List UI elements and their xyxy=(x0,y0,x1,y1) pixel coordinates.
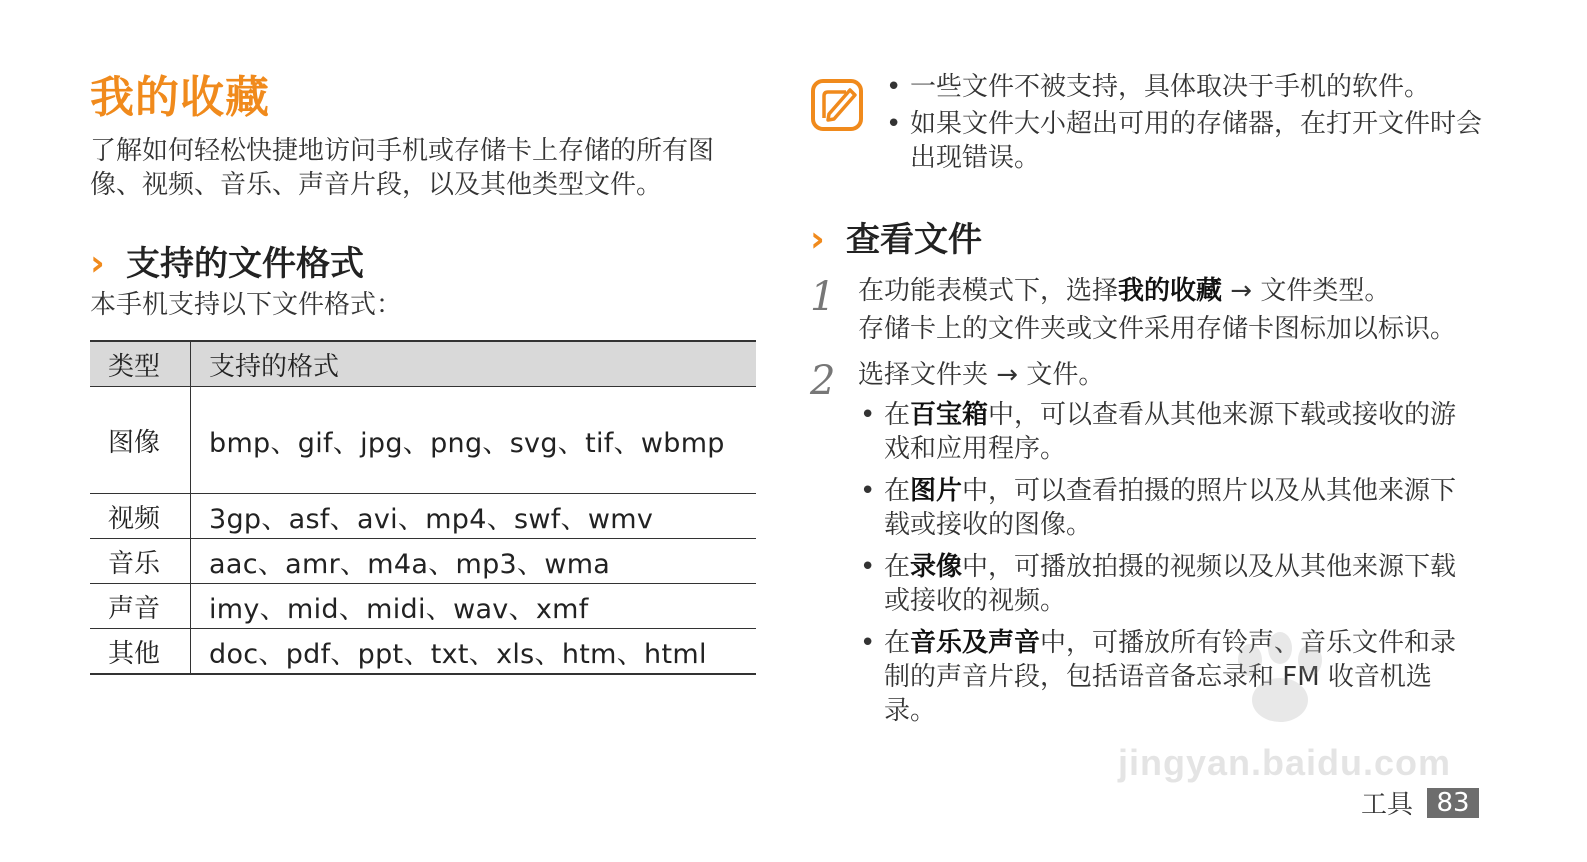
bullet-bold-term: 百宝箱 xyxy=(910,400,989,430)
section-heading-label: 支持的文件格式 xyxy=(126,244,364,284)
list-item xyxy=(858,550,1458,618)
bullet-text: 中，可以查看拍摄的照片以及从其他来源下载或接收的图像。 xyxy=(884,476,1457,540)
table-header-row xyxy=(90,341,756,387)
column-header-type: 类型 xyxy=(90,341,191,387)
cell-formats: aac、amr、m4a、mp3、wma xyxy=(191,539,757,584)
step-2 xyxy=(810,358,1490,736)
step-number: 1 xyxy=(810,274,836,320)
step-instruction xyxy=(858,274,1456,308)
table-row xyxy=(90,629,756,675)
column-header-formats: 支持的格式 xyxy=(191,341,757,387)
list-item xyxy=(858,626,1458,728)
cell-formats: doc、pdf、ppt、txt、xls、htm、html xyxy=(191,629,757,675)
bullet-text: 在 xyxy=(884,552,911,582)
step-number: 2 xyxy=(810,358,836,404)
table-row xyxy=(90,584,756,629)
bullet-text: 中，可播放所有铃声、音乐文件和录制的声音片段，包括语音备忘录和 FM 收音机选录。 xyxy=(884,628,1457,726)
section-heading-view-files xyxy=(810,218,1490,262)
step-detail: 存储卡上的文件夹或文件采用存储卡图标加以标识。 xyxy=(858,314,1457,344)
footer-chapter-label: 工具 xyxy=(1360,790,1413,820)
note-item: • 一些文件不被支持，具体取决于手机的软件。 xyxy=(884,70,1490,104)
note-pencil-icon xyxy=(810,78,864,132)
list-item xyxy=(858,474,1458,542)
note-item: • 如果文件大小超出可用的存储器，在打开文件时会出现错误。 xyxy=(884,107,1490,175)
cell-formats: imy、mid、midi、wav、xmf xyxy=(191,584,757,629)
page-title: 我的收藏 xyxy=(90,72,270,123)
cell-formats: bmp、gif、jpg、png、svg、tif、wbmp xyxy=(191,387,757,494)
cell-type: 声音 xyxy=(90,584,191,629)
chevron-right-icon: › xyxy=(90,243,105,284)
cell-type: 视频 xyxy=(90,494,191,539)
bullet-text: 在 xyxy=(884,476,911,506)
step-text: 在功能表模式下，选择 xyxy=(858,276,1119,306)
table-row xyxy=(90,494,756,539)
table-row xyxy=(90,387,756,494)
chevron-right-icon: › xyxy=(810,219,825,260)
formats-table xyxy=(90,340,756,675)
step-1 xyxy=(810,274,1490,346)
section-lead: 本手机支持以下文件格式： xyxy=(90,290,403,320)
note-box xyxy=(810,70,1490,178)
bullet-text: 在 xyxy=(884,400,911,430)
step-text: → 文件类型。 xyxy=(1222,276,1391,306)
step-body xyxy=(858,358,1458,736)
cell-type: 图像 xyxy=(90,387,191,494)
list-item xyxy=(858,398,1458,466)
cell-type: 音乐 xyxy=(90,539,191,584)
page-footer xyxy=(1361,784,1479,821)
right-column xyxy=(810,70,1490,736)
bullet-text: 中，可播放拍摄的视频以及从其他来源下载或接收的视频。 xyxy=(884,552,1457,616)
bullet-text: 在 xyxy=(884,628,911,658)
page-number-badge: 83 xyxy=(1427,788,1479,818)
intro-text: 了解如何轻松快捷地访问手机或存储卡上存储的所有图像、视频、音乐、声音片段，以及其他类型文件。 xyxy=(90,136,715,200)
section-heading-formats xyxy=(90,242,756,286)
bullet-text: 中，可以查看从其他来源下载或接收的游戏和应用程序。 xyxy=(884,400,1457,464)
bullet-bold-term: 音乐及声音 xyxy=(910,628,1041,658)
step-bold-term: 我的收藏 xyxy=(1118,276,1223,306)
bullet-bold-term: 图片 xyxy=(910,476,963,506)
table-row xyxy=(90,539,756,584)
section-heading-label: 查看文件 xyxy=(846,220,982,260)
left-column xyxy=(90,70,756,675)
step-body xyxy=(858,274,1456,346)
step-instruction: 选择文件夹 → 文件。 xyxy=(858,360,1105,390)
watermark-text: jingyan.baidu.com xyxy=(1118,742,1452,783)
cell-formats: 3gp、asf、avi、mp4、swf、wmv xyxy=(191,494,757,539)
cell-type: 其他 xyxy=(90,629,191,675)
step-bullet-list xyxy=(858,398,1458,728)
bullet-bold-term: 录像 xyxy=(910,552,963,582)
note-list xyxy=(884,70,1490,178)
